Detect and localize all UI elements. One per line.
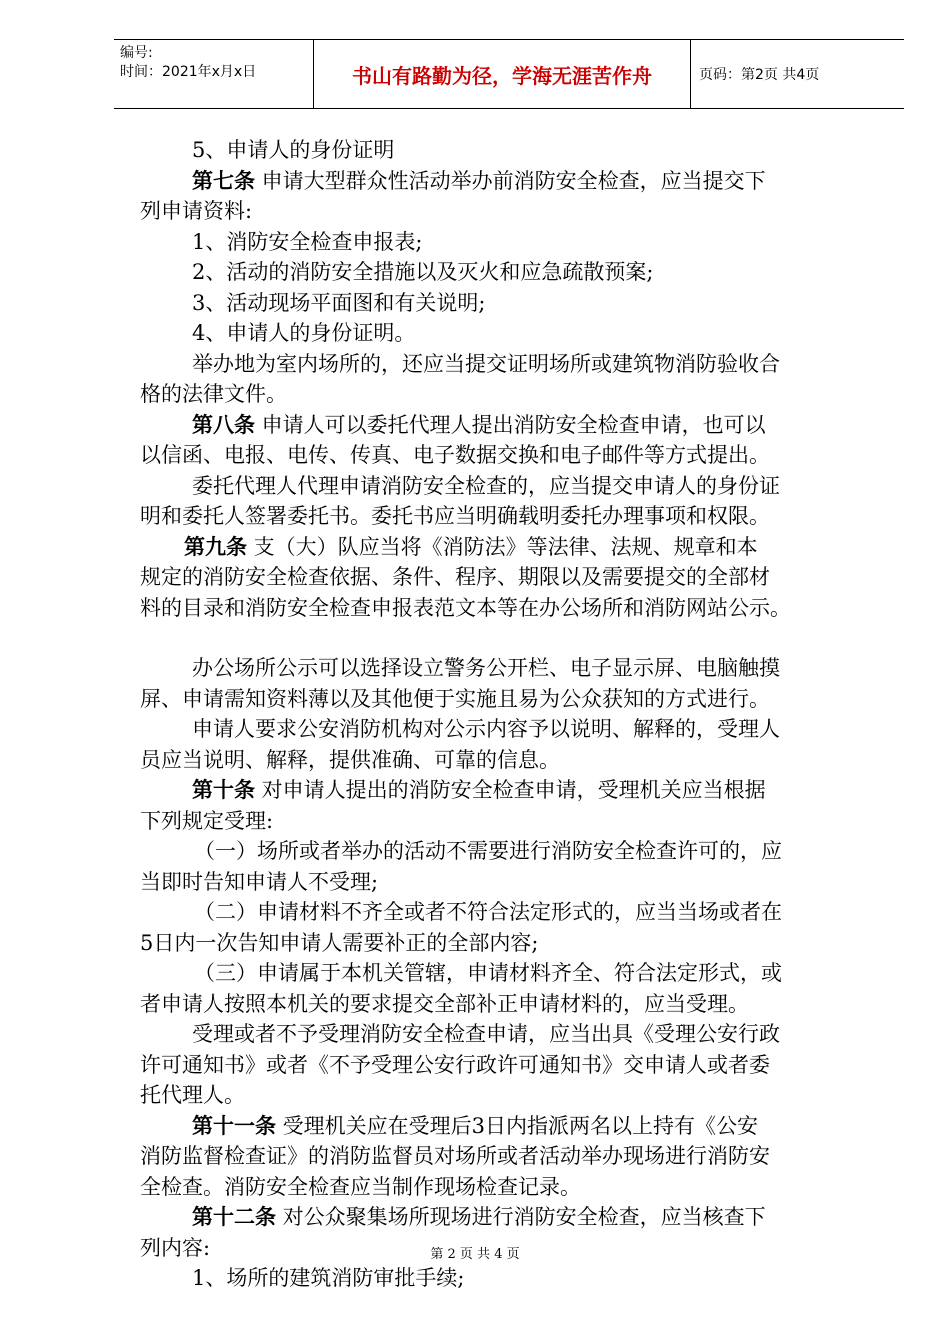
number-label: 编号: bbox=[120, 45, 153, 61]
article-heading: 第十一条 bbox=[192, 1112, 276, 1138]
article-heading: 第七条 bbox=[192, 167, 255, 193]
text-line: 屏、申请需知资料薄以及其他便于实施且易为公众获知的方式进行。 bbox=[140, 686, 770, 711]
article-heading: 第十条 bbox=[192, 777, 255, 802]
text-line: 员应当说明、解释，提供准确、可靠的信息。 bbox=[140, 747, 560, 772]
article-8-line: 第八条 申请人可以委托代理人提出消防安全检查申请，也可以 bbox=[192, 411, 766, 437]
article-12-line: 第十二条 对公众聚集场所现场进行消防安全检查，应当核查下 bbox=[192, 1204, 766, 1229]
text-line: 格的法律文件。 bbox=[140, 382, 287, 406]
text-line: 举办地为室内场所的，还应当提交证明场所或建筑物消防验收合 bbox=[192, 351, 780, 376]
page-header bbox=[114, 39, 904, 109]
text-line: 托代理人。 bbox=[140, 1083, 245, 1107]
text-line: 许可通知书》或者《不予受理公安行政许可通知书》交申请人或者委 bbox=[140, 1052, 770, 1077]
article-10-line: 第十条 对申请人提出的消防安全检查申请，受理机关应当根据 bbox=[192, 777, 766, 802]
header-page-number: 页码：第2页 共4页 bbox=[699, 67, 820, 83]
list-item: （二）申请材料不齐全或者不符合法定形式的，应当当场或者在 bbox=[194, 900, 782, 924]
page-footer: 第 2 页 共 4 页 bbox=[430, 1247, 520, 1262]
text-line: 当即时告知申请人不受理; bbox=[140, 869, 379, 894]
list-item: 1、消防安全检查申报表; bbox=[192, 229, 423, 254]
text-line: 者申请人按照本机关的要求提交全部补正申请材料的，应当受理。 bbox=[140, 991, 749, 1016]
text-line: 规定的消防安全检查依据、条件、程序、期限以及需要提交的全部材 bbox=[140, 565, 770, 589]
list-item: 4、申请人的身份证明。 bbox=[192, 321, 416, 345]
list-item: （三）申请属于本机关管辖，申请材料齐全、符合法定形式，或 bbox=[194, 961, 782, 985]
list-item: 1、场所的建筑消防审批手续; bbox=[192, 1266, 465, 1290]
text-line: 列申请资料: bbox=[140, 199, 253, 223]
list-item: （一）场所或者举办的活动不需要进行消防安全检查许可的，应 bbox=[194, 839, 782, 863]
header-motto: 书山有路勤为径，学海无涯苦作舟 bbox=[314, 40, 691, 108]
list-item: 2、活动的消防安全措施以及灭火和应急疏散预案; bbox=[192, 260, 654, 284]
text-line: 委托代理人代理申请消防安全检查的，应当提交申请人的身份证 bbox=[192, 473, 780, 498]
text-line: 以信函、电报、电传、传真、电子数据交换和电子邮件等方式提出。 bbox=[140, 443, 770, 467]
text-line: 列内容: bbox=[140, 1235, 211, 1260]
text-line: 受理或者不予受理消防安全检查申请，应当出具《受理公安行政 bbox=[192, 1022, 780, 1046]
header-meta bbox=[114, 40, 314, 108]
article-11-line: 第十一条 受理机关应在受理后3日内指派两名以上持有《公安 bbox=[192, 1112, 759, 1138]
text-line: 明和委托人签署委托书。委托书应当明确载明委托办理事项和权限。 bbox=[140, 504, 770, 528]
text-line: 消防监督检查证》的消防监督员对场所或者活动举办现场进行消防安 bbox=[140, 1144, 770, 1168]
list-item: 3、活动现场平面图和有关说明; bbox=[192, 290, 486, 315]
text-line: 全检查。消防安全检查应当制作现场检查记录。 bbox=[140, 1174, 581, 1199]
article-heading: 第十二条 bbox=[192, 1204, 276, 1229]
document-body bbox=[140, 135, 885, 1294]
text-line: 5日内一次告知申请人需要补正的全部内容; bbox=[140, 930, 539, 955]
time-label: 时间：2021年x月x日 bbox=[120, 64, 257, 80]
article-9-line: 第九条 支（大）队应当将《消防法》等法律、法规、规章和本 bbox=[184, 533, 758, 559]
text-line: 5、申请人的身份证明 bbox=[192, 138, 395, 162]
text-line: 办公场所公示可以选择设立警务公开栏、电子显示屏、电脑触摸 bbox=[192, 656, 780, 680]
text-line: 申请人要求公安消防机构对公示内容予以说明、解释的，受理人 bbox=[192, 717, 780, 741]
text-line: 料的目录和消防安全检查申报表范文本等在办公场所和消防网站公示。 bbox=[140, 595, 791, 620]
article-heading: 第九条 bbox=[184, 533, 247, 559]
article-7-line: 第七条 申请大型群众性活动举办前消防安全检查，应当提交下 bbox=[192, 167, 766, 193]
article-heading: 第八条 bbox=[192, 411, 255, 437]
text-line: 下列规定受理: bbox=[140, 808, 274, 833]
